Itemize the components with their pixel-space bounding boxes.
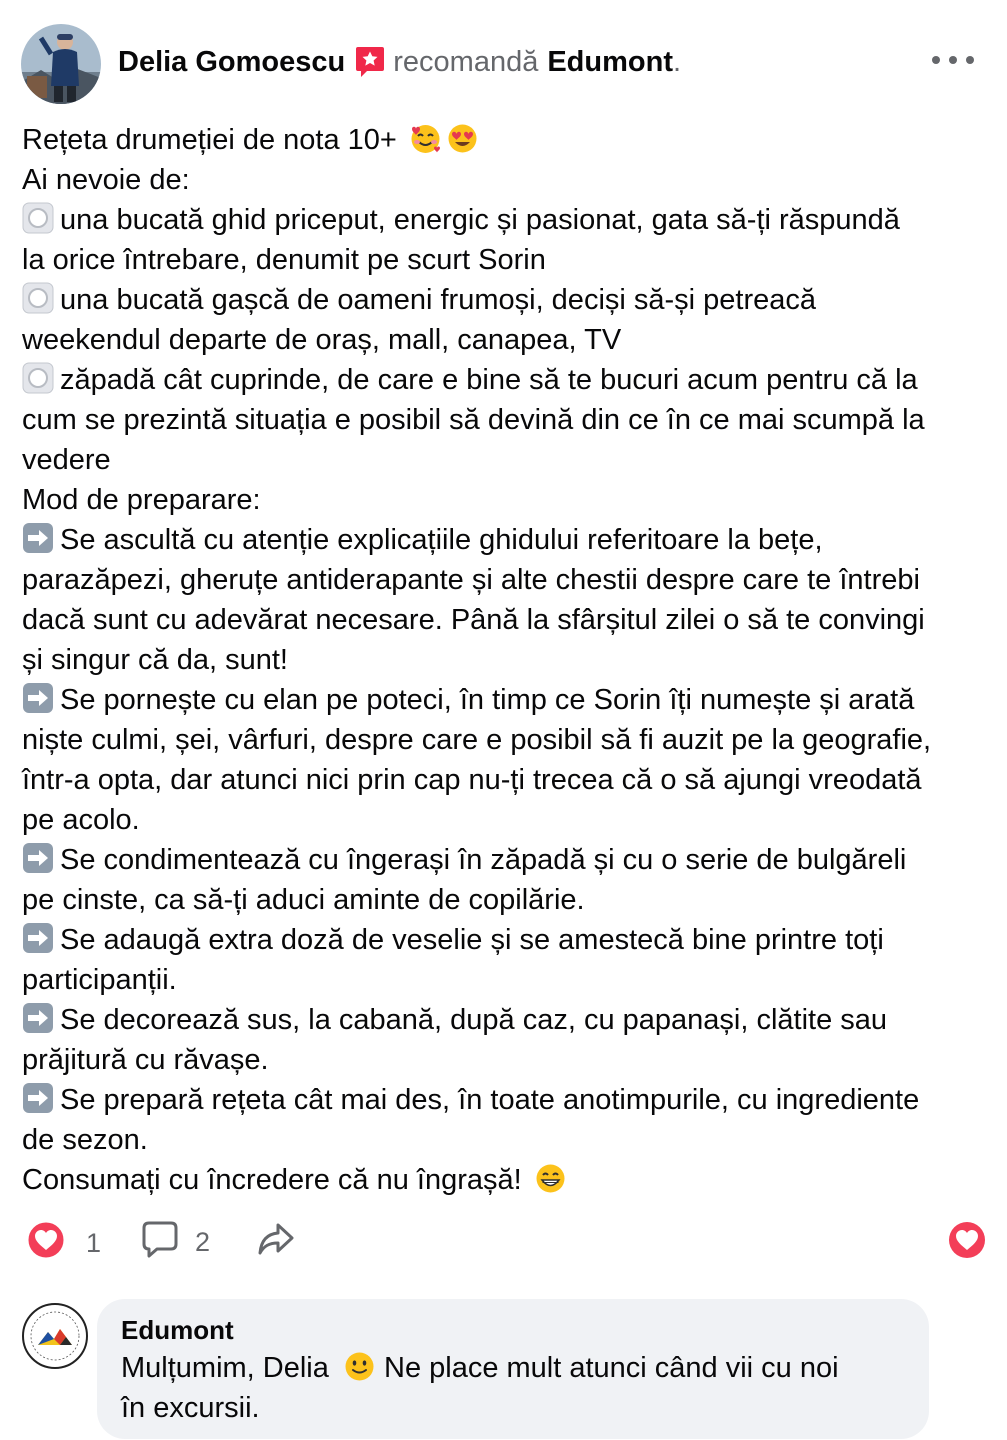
step-line: Se adaugă extra doză de veselie și se amestecă bine printre toți	[22, 920, 997, 960]
post-line: participanții.	[22, 964, 177, 996]
right-arrow-icon	[22, 1002, 54, 1034]
radio-button-icon	[22, 282, 54, 314]
right-arrow-icon	[22, 682, 54, 714]
share-icon	[257, 1220, 295, 1265]
right-arrow-icon	[22, 922, 54, 954]
page-name[interactable]: Edumont	[547, 45, 673, 78]
post-line: vedere	[22, 444, 111, 476]
right-arrow-icon	[22, 1082, 54, 1114]
love-react-icon	[947, 1220, 987, 1267]
step-line: Se ascultă cu atenție explicațiile ghidului referitoare la bețe,	[22, 520, 997, 560]
comment-bubble	[97, 1299, 929, 1439]
author-avatar[interactable]	[21, 24, 101, 104]
recommend-icon	[353, 45, 387, 79]
radio-button-icon	[22, 362, 54, 394]
header-period: .	[673, 45, 682, 78]
comments-count: 2	[195, 1227, 211, 1257]
post-line: dacă sunt cu adevărat necesare. Până la sfârșitul zilei o să te convingi	[22, 604, 925, 636]
ingredient-line: una bucată ghid priceput, energic și pasionat, gata să-ți răspundă	[22, 200, 997, 240]
post-line: Ai nevoie de:	[22, 164, 190, 196]
post-line: weekendul departe de oraș, mall, canapea, TV	[22, 324, 622, 356]
post-action-bar	[0, 1212, 1007, 1268]
smiling-face-with-hearts-icon	[409, 122, 442, 155]
post-text	[22, 120, 997, 1200]
step-line: Se decorează sus, la cabană, după caz, cu papanași, clătite sau	[22, 1000, 997, 1040]
more-options-icon[interactable]	[932, 45, 974, 75]
radio-button-icon	[22, 202, 54, 234]
reactions-button[interactable]	[26, 1220, 101, 1267]
comment-author[interactable]: Edumont	[121, 1315, 234, 1345]
ingredient-line: zăpadă cât cuprinde, de care e bine să te bucuri acum pentru că la	[22, 360, 997, 400]
heart-reaction-icon	[26, 1220, 66, 1267]
comments-button[interactable]	[141, 1220, 210, 1265]
slightly-smiling-face-icon	[343, 1350, 376, 1383]
reactions-count: 1	[86, 1228, 102, 1258]
post-line: într-a opta, dar atunci nici prin cap nu-ți trecea că o să ajungi vreodată	[22, 764, 922, 796]
author-name[interactable]: Delia Gomoescu	[118, 45, 346, 78]
post-header	[0, 0, 1007, 120]
edumont-logo-avatar[interactable]	[22, 1303, 88, 1369]
right-arrow-icon	[22, 842, 54, 874]
post-line: prăjitură cu răvașe.	[22, 1044, 269, 1076]
post-line: parazăpezi, gheruțe antiderapante și alte chestii despre care te întrebi	[22, 564, 920, 596]
post-line: Consumați cu încredere că nu îngrașă!	[22, 1160, 997, 1200]
post-header-line	[118, 40, 681, 84]
post-line: niște culmi, șei, vârfuri, despre care e posibil să fi auzit pe la geografie,	[22, 724, 932, 756]
step-line: Se pornește cu elan pe poteci, în timp ce Sorin îți numește și arată	[22, 680, 997, 720]
post-line: Rețeta drumeției de nota 10+	[22, 120, 997, 160]
recommend-text: recomandă	[393, 45, 539, 78]
step-line: Se condimentează cu îngerași în zăpadă și cu o serie de bulgăreli	[22, 840, 997, 880]
post-line: cum se prezintă situația e posibil să devină din ce în ce mai scumpă la	[22, 404, 925, 436]
post-line: Mod de preparare:	[22, 484, 261, 516]
comment-text: Mulțumim, Delia Ne place mult atunci când vii cu noi în excursii.	[121, 1352, 839, 1424]
ingredient-line: una bucată gașcă de oameni frumoși, deciși să-și petreacă	[22, 280, 997, 320]
love-react-button[interactable]	[947, 1220, 987, 1267]
heart-eyes-icon	[446, 122, 479, 155]
post-line: și singur că da, sunt!	[22, 644, 288, 676]
right-arrow-icon	[22, 522, 54, 554]
post-line: pe acolo.	[22, 804, 140, 836]
share-button[interactable]	[257, 1220, 295, 1265]
comment-icon	[141, 1220, 179, 1265]
post-line: de sezon.	[22, 1124, 148, 1156]
post-line: pe cinste, ca să-ți aduci aminte de copilărie.	[22, 884, 585, 916]
post-line: la orice întrebare, denumit pe scurt Sorin	[22, 244, 546, 276]
step-line: Se prepară rețeta cât mai des, în toate anotimpurile, cu ingrediente	[22, 1080, 997, 1120]
grinning-face-icon	[534, 1162, 567, 1195]
